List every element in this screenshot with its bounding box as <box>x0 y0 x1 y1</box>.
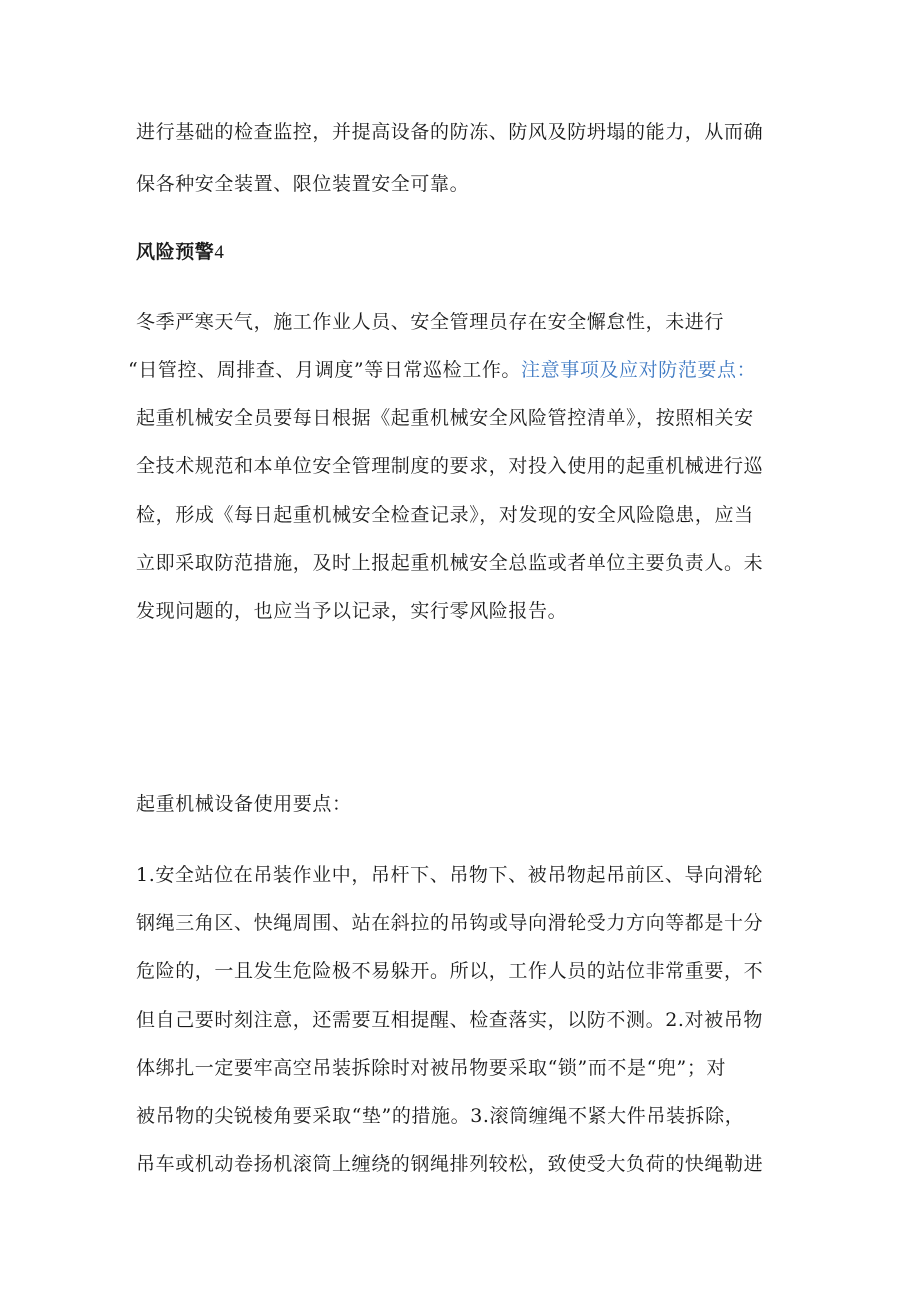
points-line-4: 但自己要时刻注意，还需要互相提醒、检查落实，以防不测。2.对被吊物 <box>136 1009 763 1031</box>
warning-line-5: 检，形成《每日起重机械安全检查记录》，对发现的安全风险隐患，应当 <box>136 504 754 526</box>
points-line-1: 1.安全站位在吊装作业中，吊杆下、吊物下、被吊物起吊前区、导向滑轮 <box>136 864 763 886</box>
section-title: 起重机械设备使用要点： <box>136 793 352 815</box>
points-line-2: 钢绳三角区、快绳周围、站在斜拉的吊钩或导向滑轮受力方向等都是十分 <box>136 912 764 934</box>
risk-warning-heading-label: 风险预警 <box>136 241 215 263</box>
warning-line-6: 立即采取防范措施，及时上报起重机械安全总监或者单位主要负责人。未 <box>136 552 764 574</box>
warning-line-3: 起重机械安全员要每日根据《起重机械安全风险管控清单》，按照相关安 <box>136 407 754 429</box>
intro-line-2: 保各种安全装置、限位装置安全可靠。 <box>136 173 470 195</box>
precautions-highlight: 注意事项及应对防范要点： <box>521 359 757 381</box>
risk-warning-heading-number: 4 <box>214 242 225 263</box>
warning-line-2-text: “日管控、周排查、月调度”等日常巡检工作。 <box>128 359 522 381</box>
risk-warning-heading <box>136 240 816 265</box>
warning-line-7: 发现问题的，也应当予以记录，实行零风险报告。 <box>136 600 568 622</box>
warning-line-2 <box>128 358 808 382</box>
warning-line-4: 全技术规范和本单位安全管理制度的要求，对投入使用的起重机械进行巡 <box>136 455 764 477</box>
points-line-6: 被吊物的尖锐棱角要采取“垫”的措施。3.滚筒缠绳不紧大件吊装拆除， <box>136 1105 745 1127</box>
points-line-3: 危险的，一且发生危险极不易躲开。所以，工作人员的站位非常重要，不 <box>136 960 764 982</box>
points-line-5: 体绑扎一定要牢高空吊装拆除时对被吊物要采取“锁”而不是“兜”；对 <box>136 1057 727 1079</box>
intro-line-1: 进行基础的检查监控，并提高设备的防冻、防风及防坍塌的能力，从而确 <box>136 121 764 143</box>
points-line-7: 吊车或机动卷扬机滚筒上缠绕的钢绳排列较松，致使受大负荷的快绳勒进 <box>136 1153 764 1175</box>
warning-line-1: 冬季严寒天气，施工作业人员、安全管理员存在安全懈怠性，未进行 <box>136 311 725 333</box>
